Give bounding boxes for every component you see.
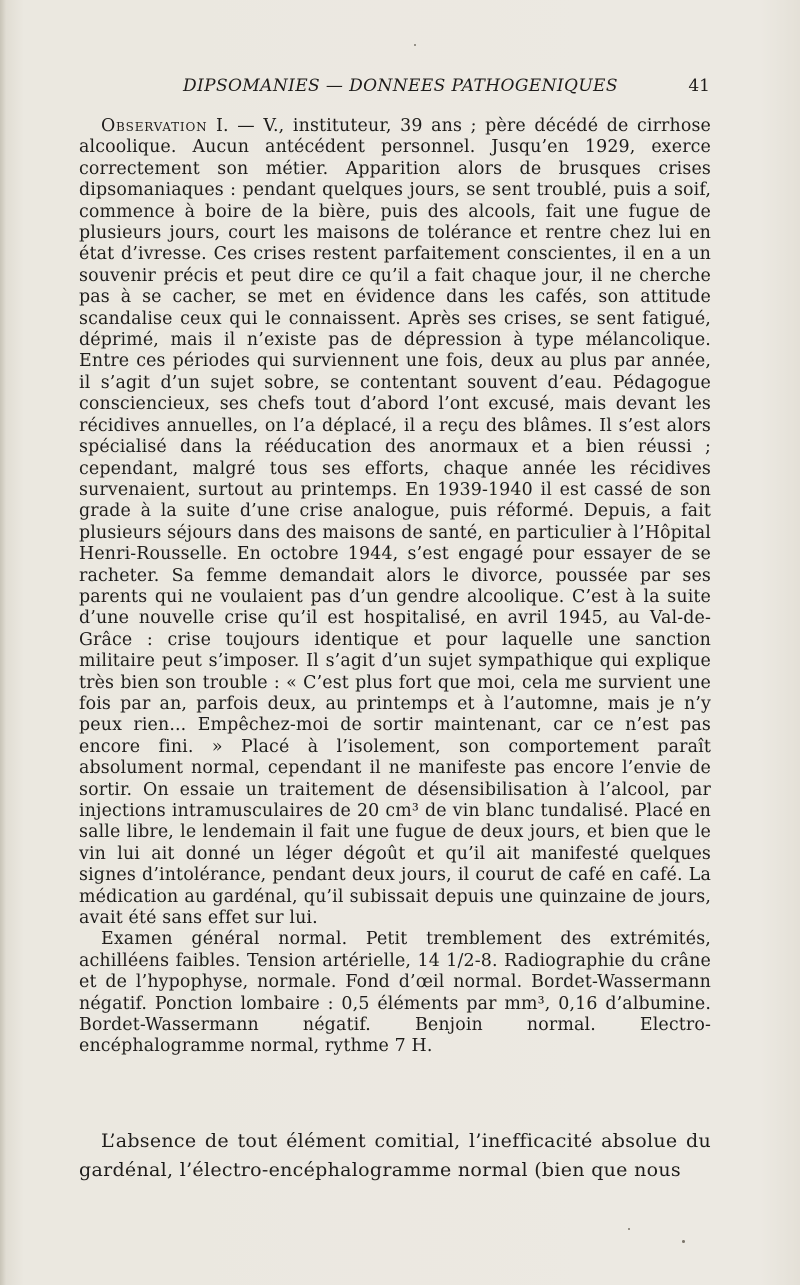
observation-section [79,116,711,1058]
page-number: 41 [688,76,710,96]
examen-paragraph: Examen général normal. Petit tremblement des extrémités, achilléens faibles. Tension artérielle, 14 1/2-8. Radiographie du crâne et de l’hypophyse, normale. Fond d’œil normal. Bordet-Wassermann négatif. Ponction lombaire : 0,5 éléments par mm³, 0,16 d’albumine. Bordet-Wassermann négatif. Benjoin normal. Electro-encéphalogramme normal, rythme 7 H. [79,929,711,1057]
observation-text: I. — V., instituteur, 39 ans ; père décédé de cirrhose alcoolique. Aucun antécédent personnel. Jusqu’en 1929, exerce correctement son métier. Apparition alors de brusques crises dipsomaniaques : pendant quelques jours, se sent troublé, puis a soif, commence à boire de la bière, puis des alcools, fait une fugue de plusieurs jours, court les maisons de tolérance et rentre chez lui en état d’ivresse. Ces crises restent parfaitement conscientes, il en a un souvenir précis et peut dire ce qu’il a fait chaque jour, il ne cherche pas à se cacher, se met en évidence dans les cafés, son attitude scandalise ceux qui le connaissent. Après ses crises, se sent fatigué, déprimé, mais il n’existe pas de dépression à type mélancolique. Entre ces périodes qui surviennent une fois, deux au plus par année, il s’agit d’un sujet sobre, se contentant souvent d’eau. Pédagogue consciencieux, ses chefs tout d’abord l’ont excusé, mais devant les récidives annuelles, on l’a déplacé, il a reçu des blâmes. Il s’est alors spécialisé dans la rééducation des anormaux et a bien réussi ; cependant, malgré tous ses efforts, chaque année les récidives survenaient, surtout au printemps. En 1939-1940 il est cassé de son grade à la suite d’une crise analogue, puis réformé. Depuis, a fait plusieurs séjours dans des maisons de santé, en particulier à l’Hôpital Henri-Rousselle. En octobre 1944, s’est engagé pour essayer de se racheter. Sa femme demandait alors le divorce, poussée par ses parents qui ne voulaient pas d’un gendre alcoolique. C’est à la suite d’une nouvelle crise qu’il est hospitalisé, en avril 1945, au Val-de-Grâce : crise toujours identique et pour laquelle une sanction militaire peut s’imposer. Il s’agit d’un sujet sympathique qui explique très bien son trouble : « C’est plus fort que moi, cela me survient une fois par an, parfois deux, au printemps et à l’automne, mais je n’y peux rien... Empêchez-moi de sortir maintenant, car ce n’est pas encore fini. » Placé à l’isolement, son comportement paraît absolument normal, cependant il ne manifeste pas encore l’envie de sortir. On essaie un traitement de désensibilisation à l’alcool, par injections intramusculaires de 20 cm³ de vin blanc tundalisé. Placé en salle libre, le lendemain il fait une fugue de deux jours, et bien que le vin lui ait donné un léger dégoût et qu’il ait manifesté quelques signes d’intolérance, pendant deux jours, il courut de café en café. La médication au gardénal, qu’il subissait depuis une quinzaine de jours, avait été sans effet sur lui. [79,116,711,929]
page-binding-shadow [0,0,6,1285]
paper-speck [628,1228,630,1230]
page-header [80,76,710,100]
running-title: DIPSOMANIES — DONNEES PATHOGENIQUES [183,76,618,96]
paper-speck [682,1240,685,1243]
observation-paragraph [79,116,711,929]
conclusion-paragraph: L’absence de tout élément comitial, l’inefficacité absolue du gardénal, l’électro-encéphalogramme normal (bien que nous [79,1130,711,1181]
observation-label: Observation [101,116,208,136]
paper-speck [414,44,416,46]
